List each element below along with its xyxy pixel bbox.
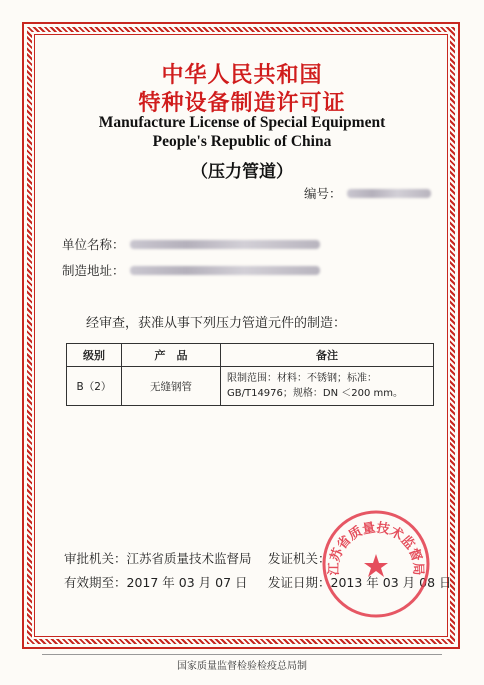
approval-authority: 江苏省质量技术监督局 [126,551,252,566]
seal-star-icon [364,554,388,577]
title-cn-line2: 特种设备制造许可证 [138,91,346,116]
cell-level: B（2） [67,367,122,406]
address-row [62,260,320,279]
approval-authority-row [64,549,252,567]
title-cn-line1: 中华人民共和国 [161,63,323,88]
product-table [66,343,434,406]
issue-date-label: 发证日期： [268,575,331,590]
cell-remark: 限制范围：材料：不锈钢；标准：GB/T14976；规格：DN ＜200 mm。 [221,367,434,406]
cert-number-label: 编号： [304,186,342,201]
seal-text: 江苏省质量技术监督局 [326,520,426,576]
official-seal [320,508,432,620]
title-en-line2: People's Republic of China [152,133,332,150]
table-row [67,367,434,406]
redacted-cert-number [347,189,431,198]
header-product: 产 品 [122,344,221,367]
approval-authority-label: 审批机关： [64,551,127,566]
unit-name-row [62,234,320,253]
table-header-row [67,344,434,367]
approval-text: 经审查，获准从事下列压力管道元件的制造： [86,316,347,331]
issuing-authority-label: 发证机关： [268,551,331,566]
footer-issuer: 国家质量监督检验检疫总局制 [177,661,307,672]
redacted-address [130,266,320,275]
subtitle: （压力管道） [191,162,293,182]
issue-date: 2013 年 03 月 08 日 [330,575,452,590]
title-en-line1: Manufacture License of Special Equipment [98,114,386,131]
header-remark: 备注 [221,344,434,367]
valid-until-row [64,573,248,591]
valid-until-label: 有效期至： [64,575,127,590]
header-level: 级别 [67,344,122,367]
unit-name-label: 单位名称： [62,237,125,252]
cert-number [304,183,431,202]
footer-divider [42,654,442,655]
redacted-unit-name [130,240,320,249]
address-label: 制造地址： [62,263,125,278]
valid-until-date: 2017 年 03 月 07 日 [126,575,248,590]
cell-product: 无缝钢管 [122,367,221,406]
